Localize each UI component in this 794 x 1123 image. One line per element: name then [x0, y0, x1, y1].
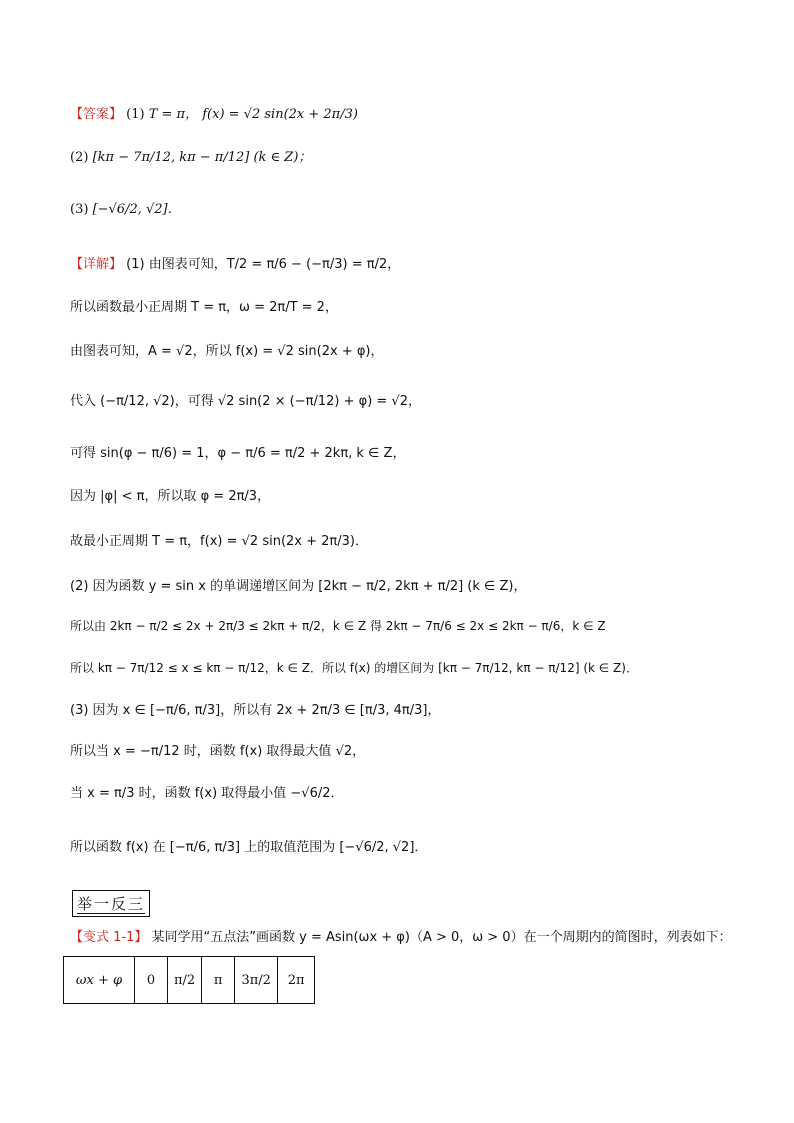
answer-function: f(x) = √2 sin(2x + 2π/3) [202, 107, 358, 122]
detail-line-14: 所以函数 f(x) 在 [−π/6, π/3] 上的取值范围为 [−√6/2, √2]． [70, 840, 428, 855]
variant-text: 某同学用“五点法”画函数 y = Asin(ωx + φ)（A > 0，ω > 0）在一个周期内的简图时，列表如下： [151, 930, 732, 945]
detail-line-10: 所以 kπ − 7π/12 ≤ x ≤ kπ − π/12，k ∈ Z．所以 f(x) 的增区间为 [kπ − 7π/12, kπ − π/12] (k ∈ Z)． [70, 661, 638, 675]
detail-line-6: 因为 |φ| < π，所以取 φ = 2π/3， [70, 489, 271, 504]
detail-line-5: 可得 sin(φ − π/6) = 1，φ − π/6 = π/2 + 2kπ, k ∈ Z， [70, 446, 406, 461]
variant-line [70, 928, 732, 948]
answer-range: [−√6/2, √2]． [92, 202, 181, 217]
detail-line-8: (2) 因为函数 y = sin x 的单调递增区间为 [2kπ − π/2, 2kπ + π/2] (k ∈ Z)， [70, 579, 527, 594]
answer-part2-prefix: (2) [70, 150, 89, 165]
table-row [64, 957, 315, 1004]
detail-line-1 [70, 255, 400, 275]
answer-line-2 [70, 148, 311, 168]
answer-increasing-interval: [kπ − 7π/12, kπ − π/12] (k ∈ Z)； [92, 150, 312, 165]
detail-text: (1) 由图表可知，T/2 = π/6 − (−π/3) = π/2， [126, 257, 401, 272]
answer-label: 【答案】 [70, 107, 123, 122]
answer-period: T = π， [148, 107, 199, 122]
detail-line-9: 所以由 2kπ − π/2 ≤ 2x + 2π/3 ≤ 2kπ + π/2，k ∈ Z 得 2kπ − 7π/6 ≤ 2x ≤ 2kπ − π/6，k ∈ Z [70, 619, 606, 633]
table-header-cell: ωx + φ [64, 957, 135, 1004]
detail-line-12: 所以当 x = −π/12 时，函数 f(x) 取得最大值 √2， [70, 744, 366, 759]
table-cell: 0 [135, 957, 168, 1004]
table-cell: 3π/2 [235, 957, 278, 1004]
variant-label: 【变式 1-1】 [70, 930, 148, 945]
detail-label: 【详解】 [70, 257, 123, 272]
detail-line-11: (3) 因为 x ∈ [−π/6, π/3]，所以有 2x + 2π/3 ∈ [π/3, 4π/3]， [70, 703, 441, 718]
detail-line-13: 当 x = π/3 时，函数 f(x) 取得最小值 −√6/2． [70, 786, 344, 801]
answer-part1-prefix: (1) [126, 107, 145, 122]
five-point-table [63, 956, 315, 1004]
detail-line-4: 代入 (−π/12, √2)，可得 √2 sin(2 × (−π/12) + φ) = √2， [70, 394, 421, 409]
detail-line-3: 由图表可知，A = √2，所以 f(x) = √2 sin(2x + φ)， [70, 344, 384, 359]
table-cell: 2π [278, 957, 315, 1004]
answer-line-1 [70, 105, 358, 125]
detail-line-7: 故最小正周期 T = π，f(x) = √2 sin(2x + 2π/3)． [70, 534, 368, 549]
table-cell: π [202, 957, 235, 1004]
answer-line-3 [70, 200, 181, 220]
table-cell: π/2 [168, 957, 202, 1004]
detail-line-2: 所以函数最小正周期 T = π，ω = 2π/T = 2， [70, 300, 338, 315]
section-badge [72, 890, 150, 917]
answer-part3-prefix: (3) [70, 202, 89, 217]
section-badge-text: 举一反三 [77, 895, 146, 913]
